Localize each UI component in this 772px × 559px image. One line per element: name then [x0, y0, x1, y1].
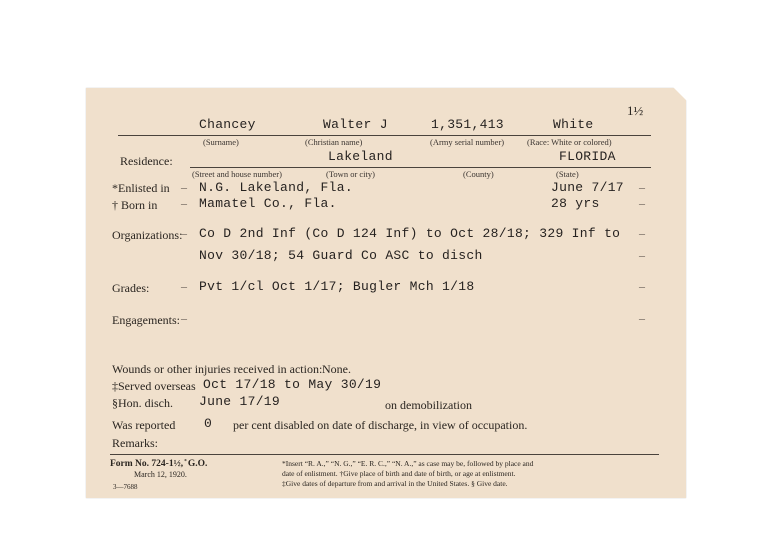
- born-value: Mamatel Co., Fla.: [199, 196, 337, 211]
- surname-caption: (Surname): [203, 137, 239, 147]
- footnote-line-3: ‡Give dates of departure from and arrival in the United States. § Give date.: [282, 479, 508, 488]
- race-value: White: [553, 117, 594, 132]
- remarks-label: Remarks:: [112, 436, 158, 450]
- organizations-row-dash-right: –: [639, 226, 645, 240]
- enlisted-value: N.G. Lakeland, Fla.: [199, 180, 353, 195]
- surname-value: Chancey: [199, 117, 256, 132]
- reported-value: 0: [204, 416, 213, 431]
- residence-town-caption: (Town or city): [326, 169, 375, 179]
- enlisted-label: *Enlisted in: [112, 181, 170, 195]
- discharge-trailing-text: on demobilization: [385, 398, 472, 412]
- residence-label: Residence:: [120, 154, 173, 168]
- christian-name-caption: (Christian name): [305, 137, 363, 147]
- engagements-row-dash-right: –: [639, 311, 645, 325]
- reported-label: Was reported: [112, 418, 176, 432]
- army-serial-number-caption: (Army serial number): [430, 137, 505, 147]
- residence-rule: [190, 167, 651, 168]
- header-rule: [118, 135, 651, 136]
- form-number-line-1: Form No. 724-1½, ̊ G.O.: [110, 459, 208, 469]
- service-record-card: [86, 88, 686, 498]
- christian-name-value: Walter J: [323, 117, 388, 132]
- residence-state-caption: (State): [556, 169, 579, 179]
- overseas-value: Oct 17/18 to May 30/19: [203, 377, 382, 392]
- organizations-row2-dash-right: –: [639, 248, 645, 262]
- footer-rule: [110, 454, 659, 455]
- born-row-dash-left: –: [181, 196, 187, 210]
- grades-value: Pvt 1/cl Oct 1/17; Bugler Mch 1/18: [199, 279, 475, 294]
- wounds-value: None.: [322, 362, 351, 376]
- wounds-label: Wounds or other injuries received in action:: [112, 362, 323, 376]
- born-age-value: 28 yrs: [551, 196, 600, 211]
- organizations-label: Organizations:: [112, 228, 183, 242]
- corner-form-fraction: 1½: [627, 103, 644, 118]
- residence-state-value: FLORIDA: [559, 149, 616, 164]
- engagements-label: Engagements:: [112, 313, 180, 327]
- engagements-row-dash-left: –: [181, 311, 187, 325]
- grades-row-dash-left: –: [181, 279, 187, 293]
- residence-county-caption: (County): [463, 169, 494, 179]
- footnote-line-2: date of enlistment. †Give place of birth and date of birth, or age at enlistment.: [282, 469, 516, 478]
- enlisted-row-dash-right: –: [639, 180, 645, 194]
- army-serial-number-value: 1,351,413: [431, 117, 504, 132]
- footnote-line-1: *Insert “R. A.,” “N. G.,” “E. R. C.,” “N. A.,” as case may be, followed by place and: [282, 459, 534, 468]
- residence-street-caption: (Street and house number): [192, 169, 282, 179]
- race-caption: (Race: White or colored): [527, 137, 612, 147]
- overseas-label: ‡Served overseas: [112, 379, 196, 393]
- residence-town-value: Lakeland: [328, 149, 393, 164]
- organizations-line-2: Nov 30/18; 54 Guard Co ASC to disch: [199, 248, 483, 263]
- form-number-line-2: March 12, 1920.: [134, 470, 187, 479]
- discharge-label: §Hon. disch.: [112, 396, 173, 410]
- born-row-dash-right: –: [639, 196, 645, 210]
- organizations-line-1: Co D 2nd Inf (Co D 124 Inf) to Oct 28/18; 329 Inf to: [199, 226, 621, 241]
- enlisted-date-value: June 7/17: [551, 180, 624, 195]
- reported-trailing-text: per cent disabled on date of discharge, in view of occupation.: [233, 418, 528, 432]
- grades-label: Grades:: [112, 281, 150, 295]
- organizations-row-dash-left: –: [181, 226, 187, 240]
- discharge-date-value: June 17/19: [199, 394, 281, 409]
- grades-row-dash-right: –: [639, 279, 645, 293]
- form-number-line-3: 3—7688: [113, 483, 138, 491]
- born-label: † Born in: [112, 198, 158, 212]
- enlisted-row-dash-left: –: [181, 180, 187, 194]
